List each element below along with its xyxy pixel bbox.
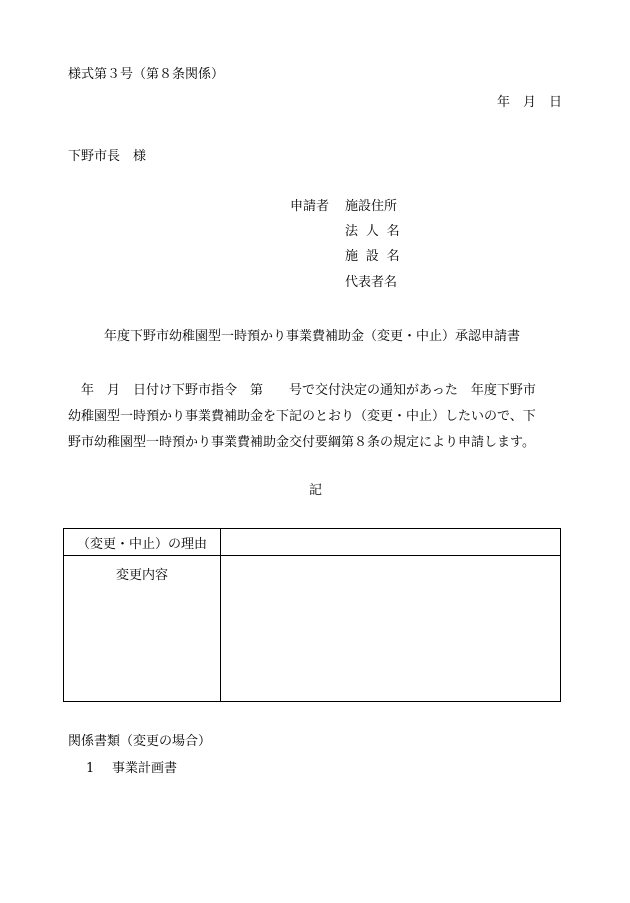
content-value-cell: [221, 556, 561, 702]
detail-table: [63, 528, 561, 702]
body-line: 幼稚園型一時預かり事業費補助金を下記のとおり（変更・中止）したいので、下: [68, 409, 536, 424]
related-item-label: 事業計画書: [112, 761, 178, 776]
addressee: 下野市長 様: [68, 149, 147, 164]
applicant-role-label: 申請者: [290, 199, 330, 214]
reason-label-cell: [64, 529, 221, 556]
related-item-number: 1: [86, 761, 95, 776]
applicant-field-representative-name: 代表者名: [345, 275, 398, 290]
applicant-field-facility-name: 施設名: [345, 249, 408, 264]
table-row-reason: [64, 529, 561, 556]
reason-value-cell: [221, 529, 561, 556]
form-number: 様式第３号（第８条関係）: [68, 67, 225, 82]
content-label: 変更内容: [115, 568, 168, 583]
reason-label: （変更・中止）の理由: [76, 536, 207, 552]
related-document-item: [86, 762, 177, 775]
body-line: 年 月 日付け下野市指令 第 号で交付決定の通知があった 年度下野市: [68, 383, 536, 398]
applicant-field-corporation-name: 法人名: [345, 224, 408, 239]
content-label-cell: [64, 556, 221, 702]
related-documents-heading: 関係書類（変更の場合）: [68, 734, 212, 749]
ki-heading: 記: [309, 483, 323, 498]
body-paragraph: [68, 378, 564, 456]
table-row-content: [64, 556, 561, 702]
document-title: 年度下野市幼稚園型一時預かり事業費補助金（変更・中止）承認申請書: [104, 329, 521, 344]
date-line: 年 月 日: [496, 95, 562, 110]
applicant-field-facility-address: 施設住所: [345, 199, 398, 214]
body-line: 野市幼稚園型一時預かり事業費補助金交付要綱第８条の規定により申請します。: [68, 435, 535, 450]
